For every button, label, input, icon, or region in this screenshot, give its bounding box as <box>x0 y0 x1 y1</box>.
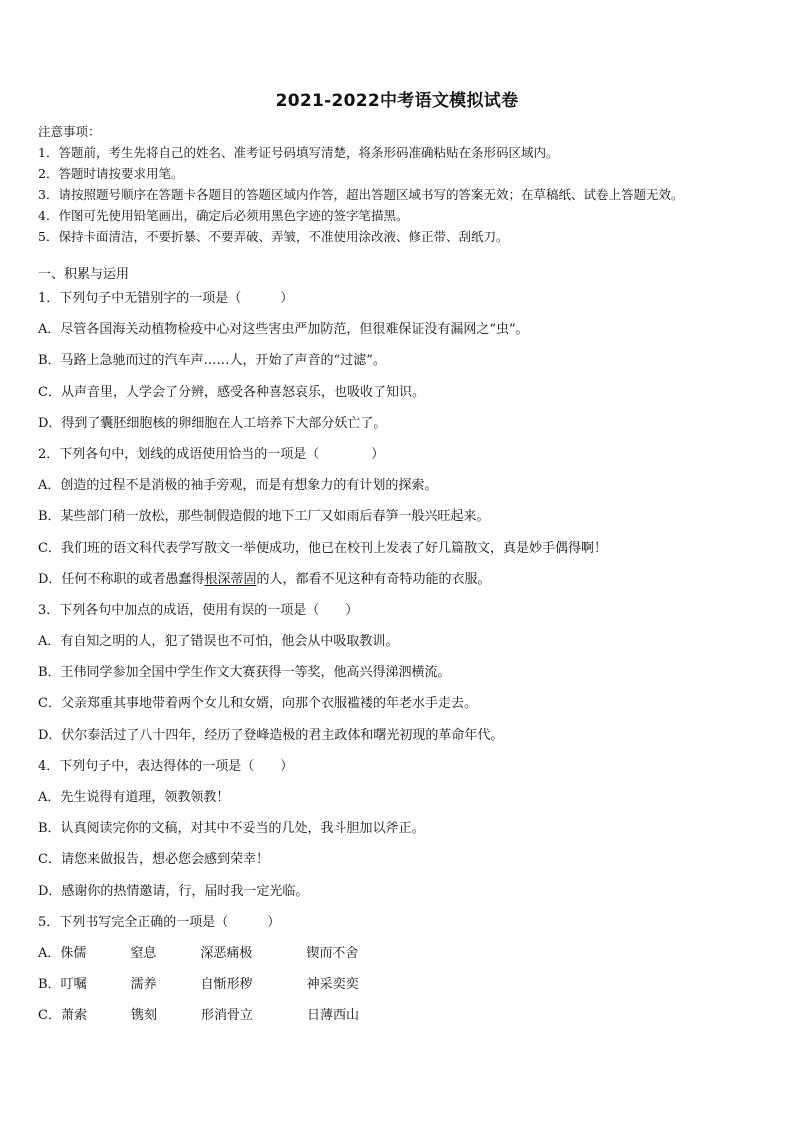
question-3-option-c: C．父亲郑重其事地带着两个女儿和女婿，向那个衣服褴褛的年老水手走去。 <box>38 696 477 712</box>
question-5-option-a <box>38 944 778 975</box>
option-word: 神采奕奕 <box>306 977 359 993</box>
notice-item: 4．作图可先使用铅笔画出，确定后必须用黑色字迹的签字笔描黑。 <box>38 208 409 223</box>
question-2-stem: 2．下列各句中，划线的成语使用恰当的一项是（ ） <box>38 446 385 462</box>
question-4-option-c: C．请您来做报告，想必您会感到荣幸！ <box>38 852 269 868</box>
notice-item: 2．答题时请按要求用笔。 <box>38 166 184 181</box>
question-4-option-a: A．先生说得有道理，领教领教！ <box>38 790 230 805</box>
question-1-option-b: B．马路上急驰而过的汽车声……人，开始了声音的“过滤”。 <box>38 353 386 369</box>
question-1-stem: 1．下列句子中无错别字的一项是（ ） <box>38 291 294 306</box>
notice-item: 5．保持卡面清洁，不要折暴、不要弄破、弄皱，不准使用涂改液、修正带、刮纸刀。 <box>38 229 509 244</box>
underlined-idiom: 根深蒂固 <box>204 571 257 587</box>
question-1-option-d: D．得到了囊胚细胞核的卵细胞在人工培养下大部分妖亡了。 <box>38 415 387 431</box>
question-5-stem: 5．下列书写完全正确的一项是（ ） <box>38 914 281 930</box>
option-word: 叮嘱 <box>60 977 87 993</box>
question-4-option-d: D．感谢你的热情邀请，行，届时我一定光临。 <box>38 883 309 899</box>
option-word: 形消骨立 <box>200 1008 253 1024</box>
question-list <box>38 289 778 1038</box>
option-word: 萧索 <box>60 1008 87 1024</box>
question-2-option-c: C．我们班的语文科代表学写散文一举便成功，他已在校刊上发表了好几篇散文，真是妙手偶得啊！ <box>38 540 607 556</box>
option-label: C． <box>38 1008 61 1024</box>
question-1-option-c: C．从声音里，人学会了分辨，感受各种喜怒哀乐，也吸收了知识。 <box>38 384 425 400</box>
section-title: 一、积累与运用 <box>38 267 130 282</box>
notice-block <box>38 121 778 247</box>
option-word: 深恶痛极 <box>200 945 253 961</box>
question-2-option-a: A．创造的过程不是消极的袖手旁观，而是有想象力的有计划的探索。 <box>38 478 438 494</box>
question-3-stem: 3．下列各句中加点的成语，使用有误的一项是（ ） <box>38 602 359 618</box>
question-3-option-d: D．伏尔泰活过了八十四年，经历了登峰造极的君主政体和曙光初现的革命年代。 <box>38 727 504 743</box>
option-word: 窒息 <box>130 945 157 961</box>
option-text: 的人，都看不见这种有奇特功能的衣服。 <box>256 571 491 587</box>
option-word: 日薄西山 <box>306 1008 359 1024</box>
notice-item: 3．请按照题号顺序在答题卡各题目的答题区域内作答，超出答题区域书写的答案无效；在草稿纸、试卷上答题无效。 <box>38 187 684 202</box>
page-title: 2021-2022中考语文模拟试卷 <box>275 91 519 111</box>
option-text: D．任何不称职的或者愚蠢得 <box>38 571 205 587</box>
notice-header: 注意事项： <box>38 124 101 139</box>
option-word: 镌刻 <box>130 1008 157 1024</box>
option-word: 濡养 <box>130 977 157 993</box>
notice-item: 1．答题前，考生先将自己的姓名、准考证号码填写清楚，将条形码准确粘贴在条形码区域内。 <box>38 145 559 160</box>
question-3-option-a: A．有自知之明的人，犯了错误也不可怕，他会从中吸取教训。 <box>38 634 399 650</box>
question-1-option-a: A．尽管各国海关动植物检疫中心对这些害虫严加防范，但很难保证没有漏网之“虫”。 <box>38 322 529 338</box>
option-word: 侏儒 <box>60 945 87 961</box>
question-4-option-b: B．认真阅读完你的文稿，对其中不妥当的几处，我斗胆加以斧正。 <box>38 821 425 837</box>
option-label: B． <box>38 977 61 993</box>
option-word: 自惭形秽 <box>200 977 253 993</box>
option-label: A． <box>38 945 61 961</box>
question-5-option-b <box>38 975 778 1006</box>
question-3-option-b: B．王伟同学参加全国中学生作文大赛获得一等奖，他高兴得涕泗横流。 <box>38 665 451 681</box>
option-word: 锲而不舍 <box>306 945 359 961</box>
question-2-option-d <box>38 570 778 601</box>
question-4-stem: 4．下列句子中，表达得体的一项是（ ） <box>38 758 294 774</box>
question-2-option-b: B．某些部门稍一放松，那些制假造假的地下工厂又如雨后春笋一般兴旺起来。 <box>38 509 490 525</box>
question-5-option-c <box>38 1006 778 1037</box>
